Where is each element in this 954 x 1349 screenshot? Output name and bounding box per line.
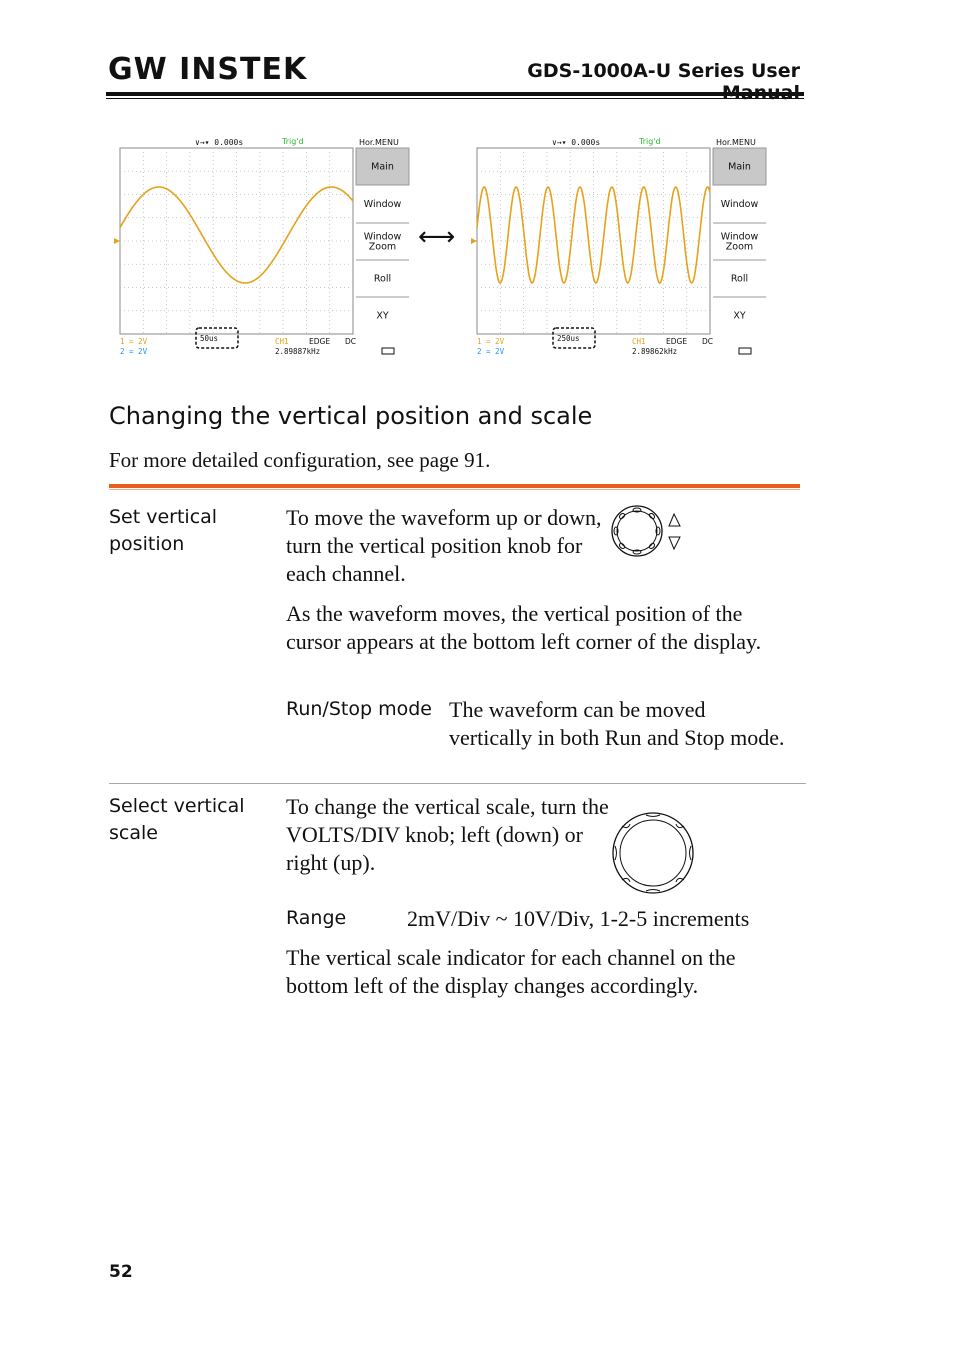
frequency: 2.89862kHz [632,347,678,356]
menu-item-main: Main [728,161,751,173]
ch1-scale: 1 = 2V [120,337,148,346]
row-label-set-vertical-position: Set vertical position [109,506,218,555]
volts-div-knob-icon [608,810,698,896]
intro-text: For more detailed configuration, see page 91. [109,448,491,472]
menu-item-xy: XY [376,310,389,322]
section-heading: Changing the vertical position and scale [109,402,593,430]
usb-icon [382,348,394,354]
menu-item-window: Window [720,199,759,210]
page-number: 52 [109,1262,133,1282]
ch1-marker-icon [114,238,120,244]
time-offset: ∨→▾ 0.000s [195,138,244,147]
hor-menu-title: Hor.MENU [359,138,399,147]
hor-menu-title: Hor.MENU [716,138,756,147]
menu-item-window-zoom: Zoom [725,241,754,253]
timebase: 50us [200,334,219,343]
usb-icon [739,348,751,354]
timebase: 250us [557,334,580,343]
oscilloscope-screen-right [467,133,767,363]
menu-item-window-zoom: Zoom [368,241,397,253]
section-rule-thin [109,489,800,490]
trigger-type: EDGE [666,337,688,346]
ch2-scale: 2 = 2V [120,347,148,356]
row2-text1: To change the vertical scale, turn the VOLTS/DIV knob; left (down) or right (up). [286,794,609,875]
trig-status: Trig'd [639,137,661,146]
ch1-scale: 1 = 2V [477,337,505,346]
trigger-type: EDGE [309,337,331,346]
coupling: DC [702,337,714,346]
time-offset: ∨→▾ 0.000s [552,138,601,147]
manual-title: GDS-1000A-U Series User [527,60,800,82]
vertical-position-knob-icon [608,505,688,560]
header-rule-thin [106,98,804,99]
row-label-select-vertical-scale: Select vertical scale [109,795,245,844]
frequency: 2.89887kHz [275,347,321,356]
menu-item-window: Window [363,199,402,210]
menu-item-roll: Roll [730,273,749,285]
run-stop-mode-text: The waveform can be moved vertically in both Run and Stop mode. [449,697,785,750]
ch1-marker-icon [471,238,477,244]
trigger-source: CH1 [275,337,289,346]
range-value: 2mV/Div ~ 10V/Div, 1-2-5 increments [407,906,750,931]
menu-item-window-zoom: Window [720,231,759,243]
trigger-source: CH1 [632,337,646,346]
range-label: Range [286,907,347,929]
trig-status: Trig'd [282,137,304,146]
double-arrow-icon: ⟷ [418,222,456,252]
section-rule [109,484,800,488]
run-stop-mode-label: Run/Stop mode [286,698,432,720]
row1-text2: As the waveform moves, the vertical position of the cursor appears at the bottom left corner of the display. [286,601,762,654]
menu-item-main: Main [371,161,394,173]
ch2-scale: 2 = 2V [477,347,505,356]
menu-item-xy: XY [733,310,746,322]
menu-item-roll: Roll [373,273,392,285]
gwinstek-logo: GW INSTEK [108,52,308,87]
coupling: DC [345,337,357,346]
row1-text1: To move the waveform up or down, turn the vertical position knob for each channel. [286,505,602,586]
menu-item-window-zoom: Window [363,231,402,243]
row-divider [109,783,806,784]
header-rule [106,92,804,96]
oscilloscope-screen-left [110,133,410,363]
row2-text2: The vertical scale indicator for each channel on the bottom left of the display changes accordingly. [286,945,736,998]
